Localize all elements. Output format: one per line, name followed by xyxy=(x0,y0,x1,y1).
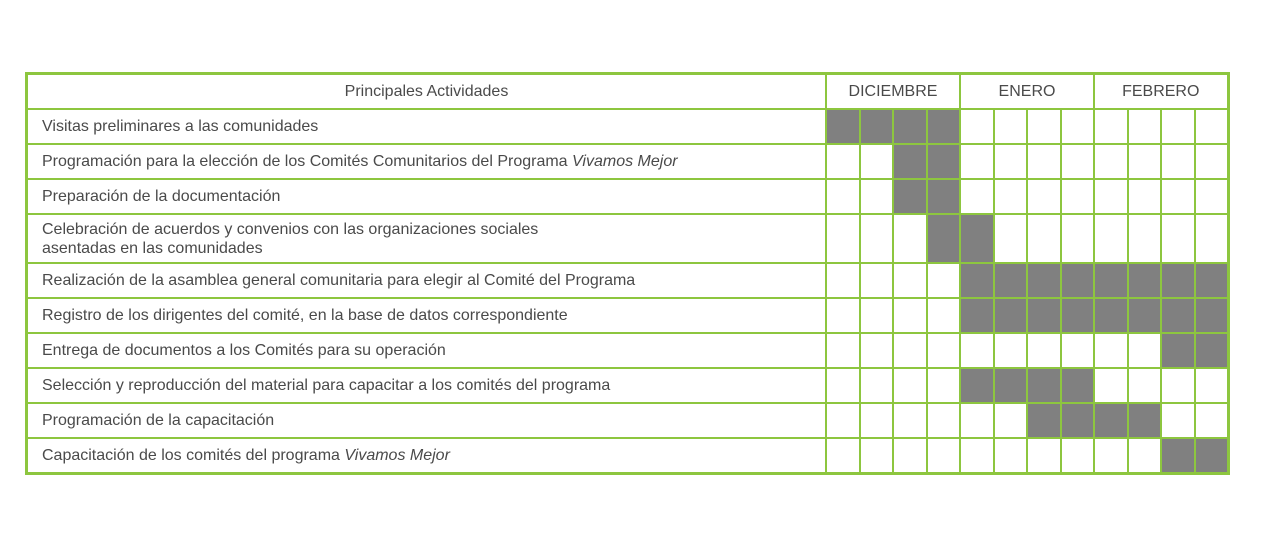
schedule-cell xyxy=(860,368,894,403)
schedule-cell xyxy=(860,333,894,368)
schedule-cell xyxy=(860,298,894,333)
table-row xyxy=(27,298,1229,333)
schedule-cell-active xyxy=(994,368,1028,403)
activity-line xyxy=(42,411,811,430)
schedule-cell xyxy=(860,144,894,179)
activity-text: Realización de la asamblea general comunitaria para elegir al Comité del Programa xyxy=(42,272,636,289)
activity-line xyxy=(42,187,811,206)
schedule-cell-active xyxy=(1128,298,1162,333)
table-row xyxy=(27,179,1229,214)
activity-text: asentadas en las comunidades xyxy=(42,239,263,257)
schedule-cell xyxy=(1094,144,1128,179)
schedule-cell xyxy=(860,438,894,474)
schedule-cell-active xyxy=(1128,263,1162,298)
schedule-cell xyxy=(1027,179,1061,214)
schedule-cell xyxy=(960,144,994,179)
schedule-cell-active xyxy=(927,179,961,214)
schedule-cell xyxy=(927,298,961,333)
activity-name xyxy=(27,403,827,438)
activity-text: Visitas preliminares a las comunidades xyxy=(42,118,319,135)
schedule-cell xyxy=(893,403,927,438)
activity-name xyxy=(27,333,827,368)
schedule-cell-active xyxy=(1061,263,1095,298)
activity-name xyxy=(27,214,827,263)
table-row xyxy=(27,368,1229,403)
schedule-cell xyxy=(960,109,994,144)
table-row xyxy=(27,333,1229,368)
schedule-cell xyxy=(927,333,961,368)
activity-header: Principales Actividades xyxy=(27,74,827,110)
month-header-1: ENERO xyxy=(960,74,1094,110)
schedule-cell xyxy=(1027,438,1061,474)
schedule-cell xyxy=(994,109,1028,144)
activity-text: Registro de los dirigentes del comité, en la base de datos correspondiente xyxy=(42,307,568,324)
schedule-cell xyxy=(1061,438,1095,474)
schedule-cell xyxy=(927,263,961,298)
schedule-cell xyxy=(1161,214,1195,263)
schedule-cell xyxy=(1094,109,1128,144)
activity-text: Selección y reproducción del material para capacitar a los comités del programa xyxy=(42,377,611,394)
schedule-cell-active xyxy=(994,298,1028,333)
schedule-cell xyxy=(1027,214,1061,263)
schedule-cell-active xyxy=(1128,403,1162,438)
schedule-cell xyxy=(960,179,994,214)
schedule-cell xyxy=(1161,179,1195,214)
table-row xyxy=(27,438,1229,474)
activity-name xyxy=(27,144,827,179)
schedule-cell xyxy=(826,298,860,333)
activity-text: Programación para la elección de los Comités Comunitarios del Programa xyxy=(42,153,573,170)
schedule-cell xyxy=(1195,144,1229,179)
schedule-cell xyxy=(1061,333,1095,368)
activity-text: Preparación de la documentación xyxy=(42,188,281,205)
activity-name xyxy=(27,109,827,144)
activity-line xyxy=(42,117,811,136)
schedule-cell-active xyxy=(1061,403,1095,438)
schedule-cell-active xyxy=(1195,263,1229,298)
activity-line xyxy=(42,239,811,258)
schedule-cell xyxy=(1195,179,1229,214)
schedule-cell xyxy=(860,403,894,438)
table-row xyxy=(27,109,1229,144)
schedule-cell-active xyxy=(826,109,860,144)
schedule-cell-active xyxy=(1161,263,1195,298)
activity-text: Entrega de documentos a los Comités para su operación xyxy=(42,342,446,359)
schedule-cell-active xyxy=(1161,298,1195,333)
schedule-cell xyxy=(826,214,860,263)
schedule-cell-active xyxy=(1094,403,1128,438)
activity-text: Celebración de acuerdos y convenios con las organizaciones sociales xyxy=(42,220,539,238)
table-row xyxy=(27,263,1229,298)
schedule-cell xyxy=(1094,333,1128,368)
schedule-cell xyxy=(994,438,1028,474)
schedule-cell xyxy=(826,144,860,179)
schedule-cell xyxy=(1128,109,1162,144)
schedule-cell xyxy=(1161,403,1195,438)
program-name: Vivamos Mejor xyxy=(344,447,450,464)
month-header-0: DICIEMBRE xyxy=(826,74,960,110)
schedule-cell xyxy=(893,368,927,403)
table-row xyxy=(27,144,1229,179)
schedule-cell-active xyxy=(927,214,961,263)
schedule-cell xyxy=(1061,214,1095,263)
activity-line xyxy=(42,152,811,171)
activity-name xyxy=(27,368,827,403)
schedule-cell-active xyxy=(960,368,994,403)
schedule-cell xyxy=(1094,368,1128,403)
schedule-cell xyxy=(860,263,894,298)
activity-name xyxy=(27,179,827,214)
schedule-cell-active xyxy=(893,109,927,144)
activity-name xyxy=(27,298,827,333)
schedule-cell-active xyxy=(1027,298,1061,333)
schedule-cell-active xyxy=(960,263,994,298)
schedule-cell xyxy=(1161,368,1195,403)
schedule-cell xyxy=(1027,333,1061,368)
schedule-cell xyxy=(994,333,1028,368)
activity-text: Capacitación de los comités del programa xyxy=(42,447,345,464)
schedule-cell xyxy=(893,298,927,333)
schedule-cell xyxy=(1061,144,1095,179)
schedule-cell-active xyxy=(927,109,961,144)
schedule-cell xyxy=(1161,144,1195,179)
schedule-cell xyxy=(1128,144,1162,179)
schedule-cell xyxy=(1094,179,1128,214)
schedule-cell xyxy=(1128,179,1162,214)
activity-name xyxy=(27,438,827,474)
schedule-cell-active xyxy=(1195,333,1229,368)
schedule-cell xyxy=(860,179,894,214)
program-name: Vivamos Mejor xyxy=(572,153,678,170)
activity-line xyxy=(42,341,811,360)
activity-line xyxy=(42,446,811,465)
schedule-cell-active xyxy=(1161,438,1195,474)
schedule-cell-active xyxy=(1027,368,1061,403)
schedule-cell-active xyxy=(1061,298,1095,333)
schedule-cell xyxy=(927,438,961,474)
schedule-cell xyxy=(826,179,860,214)
schedule-cell-active xyxy=(1195,438,1229,474)
schedule-cell xyxy=(826,333,860,368)
schedule-cell xyxy=(927,403,961,438)
schedule-cell-active xyxy=(960,298,994,333)
schedule-cell-active xyxy=(1061,368,1095,403)
activity-line xyxy=(42,306,811,325)
schedule-cell xyxy=(994,144,1028,179)
schedule-cell xyxy=(960,403,994,438)
activity-schedule-table xyxy=(25,72,1230,475)
schedule-cell-active xyxy=(1161,333,1195,368)
schedule-cell xyxy=(1195,109,1229,144)
schedule-cell-active xyxy=(960,214,994,263)
schedule-cell-active xyxy=(860,109,894,144)
schedule-cell xyxy=(893,263,927,298)
schedule-cell-active xyxy=(1094,298,1128,333)
table-row xyxy=(27,403,1229,438)
schedule-cell xyxy=(994,214,1028,263)
schedule-cell xyxy=(1128,438,1162,474)
schedule-cell xyxy=(1195,214,1229,263)
schedule-cell xyxy=(893,214,927,263)
schedule-cell-active xyxy=(1094,263,1128,298)
schedule-cell xyxy=(826,403,860,438)
schedule-cell xyxy=(927,368,961,403)
activity-line xyxy=(42,271,811,290)
schedule-cell xyxy=(860,214,894,263)
schedule-cell xyxy=(1128,333,1162,368)
schedule-cell xyxy=(1195,368,1229,403)
schedule-cell-active xyxy=(893,179,927,214)
schedule-cell xyxy=(1061,179,1095,214)
activity-line xyxy=(42,220,811,239)
activity-line xyxy=(42,376,811,395)
schedule-cell xyxy=(960,438,994,474)
schedule-cell xyxy=(1128,368,1162,403)
schedule-cell xyxy=(1094,214,1128,263)
schedule-cell xyxy=(1128,214,1162,263)
schedule-cell-active xyxy=(1195,298,1229,333)
schedule-cell-active xyxy=(1027,263,1061,298)
schedule-cell xyxy=(893,333,927,368)
schedule-cell-active xyxy=(927,144,961,179)
schedule-cell-active xyxy=(893,144,927,179)
schedule-cell xyxy=(1195,403,1229,438)
schedule-cell xyxy=(1027,144,1061,179)
schedule-cell xyxy=(994,403,1028,438)
table-row xyxy=(27,214,1229,263)
schedule-cell-active xyxy=(994,263,1028,298)
activity-name xyxy=(27,263,827,298)
schedule-cell xyxy=(826,368,860,403)
schedule-cell xyxy=(994,179,1028,214)
schedule-cell xyxy=(893,438,927,474)
schedule-cell xyxy=(1061,109,1095,144)
schedule-cell xyxy=(1161,109,1195,144)
schedule-cell xyxy=(1094,438,1128,474)
schedule-cell xyxy=(1027,109,1061,144)
month-header-2: FEBRERO xyxy=(1094,74,1228,110)
schedule-cell xyxy=(826,438,860,474)
schedule-body xyxy=(27,109,1229,474)
activity-text: Programación de la capacitación xyxy=(42,412,275,429)
schedule-cell xyxy=(960,333,994,368)
schedule-cell-active xyxy=(1027,403,1061,438)
header-row xyxy=(27,74,1229,110)
schedule-cell xyxy=(826,263,860,298)
